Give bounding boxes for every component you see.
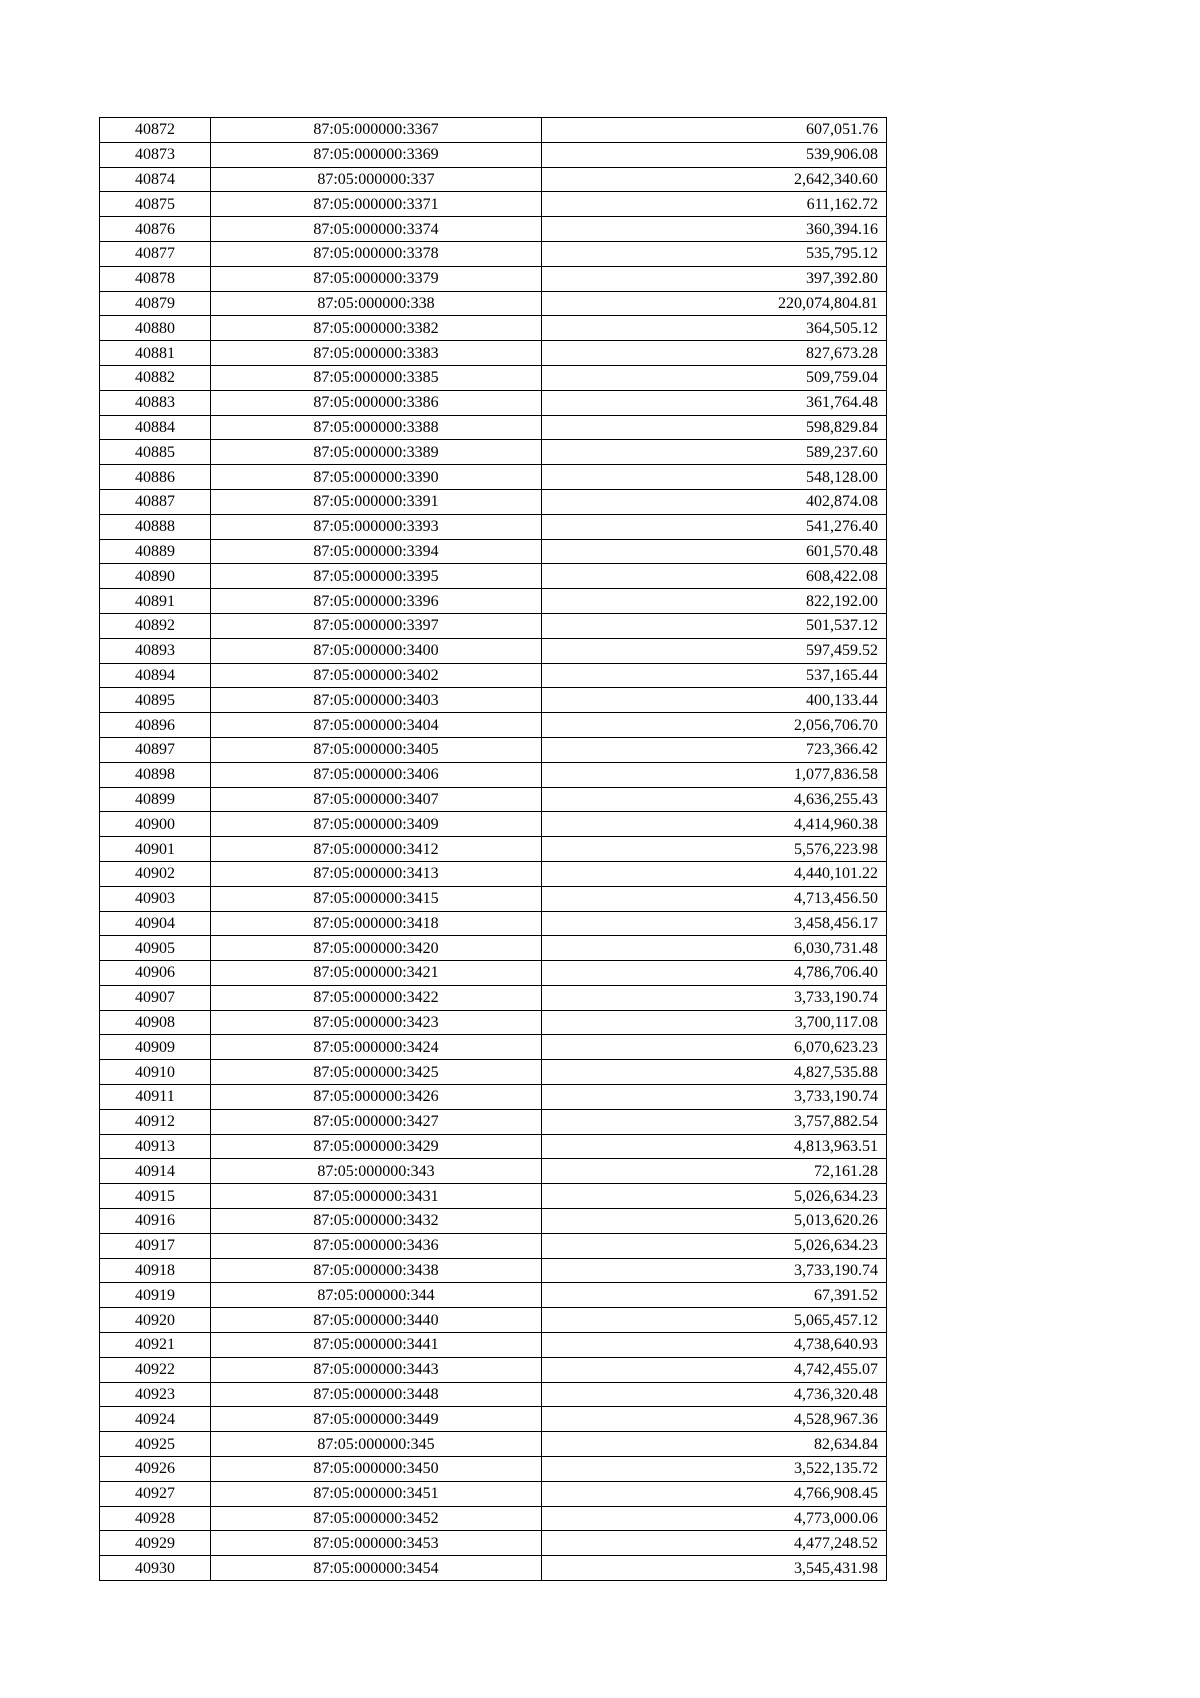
cadastral-value-cell: 6,070,623.23 (542, 1035, 887, 1060)
table-row (100, 886, 887, 911)
cadastral-value-cell: 4,742,455.07 (542, 1357, 887, 1382)
row-number-cell: 40886 (100, 465, 211, 490)
table-row (100, 737, 887, 762)
table-row (100, 539, 887, 564)
table-row (100, 316, 887, 341)
cadastral-number-cell: 87:05:000000:3440 (211, 1308, 542, 1333)
row-number-cell: 40894 (100, 663, 211, 688)
cadastral-number-cell: 87:05:000000:3383 (211, 341, 542, 366)
row-number-cell: 40920 (100, 1308, 211, 1333)
cadastral-value-cell: 3,757,882.54 (542, 1109, 887, 1134)
row-number-cell: 40884 (100, 415, 211, 440)
cadastral-value-cell: 3,700,117.08 (542, 1010, 887, 1035)
row-number-cell: 40885 (100, 440, 211, 465)
table-row (100, 1531, 887, 1556)
row-number-cell: 40903 (100, 886, 211, 911)
cadastral-number-cell: 87:05:000000:3395 (211, 564, 542, 589)
cadastral-value-cell: 4,738,640.93 (542, 1333, 887, 1358)
cadastral-number-cell: 87:05:000000:3397 (211, 613, 542, 638)
cadastral-number-cell: 87:05:000000:3429 (211, 1134, 542, 1159)
cadastral-value-cell: 601,570.48 (542, 539, 887, 564)
cadastral-value-cell: 4,528,967.36 (542, 1407, 887, 1432)
row-number-cell: 40904 (100, 911, 211, 936)
row-number-cell: 40926 (100, 1457, 211, 1482)
cadastral-value-cell: 501,537.12 (542, 613, 887, 638)
table-row (100, 1035, 887, 1060)
cadastral-number-cell: 87:05:000000:3413 (211, 861, 542, 886)
table-row (100, 217, 887, 242)
row-number-cell: 40878 (100, 266, 211, 291)
table-row (100, 564, 887, 589)
cadastral-value-cell: 3,733,190.74 (542, 1085, 887, 1110)
cadastral-value-cell: 360,394.16 (542, 217, 887, 242)
row-number-cell: 40928 (100, 1506, 211, 1531)
row-number-cell: 40877 (100, 241, 211, 266)
table-row (100, 1382, 887, 1407)
cadastral-value-cell: 67,391.52 (542, 1283, 887, 1308)
cadastral-value-cell: 72,161.28 (542, 1159, 887, 1184)
row-number-cell: 40901 (100, 837, 211, 862)
table-row (100, 936, 887, 961)
cadastral-number-cell: 87:05:000000:3432 (211, 1209, 542, 1234)
cadastral-value-cell: 400,133.44 (542, 688, 887, 713)
cadastral-value-cell: 82,634.84 (542, 1432, 887, 1457)
cadastral-number-cell: 87:05:000000:3431 (211, 1184, 542, 1209)
row-number-cell: 40882 (100, 365, 211, 390)
row-number-cell: 40905 (100, 936, 211, 961)
cadastral-number-cell: 87:05:000000:3418 (211, 911, 542, 936)
cadastral-value-cell: 402,874.08 (542, 489, 887, 514)
table-row (100, 1109, 887, 1134)
table-row (100, 688, 887, 713)
cadastral-number-cell: 87:05:000000:3391 (211, 489, 542, 514)
cadastral-number-cell: 87:05:000000:3450 (211, 1457, 542, 1482)
cadastral-number-cell: 87:05:000000:3448 (211, 1382, 542, 1407)
row-number-cell: 40923 (100, 1382, 211, 1407)
table-row (100, 638, 887, 663)
cadastral-number-cell: 87:05:000000:3367 (211, 118, 542, 143)
cadastral-value-cell: 4,477,248.52 (542, 1531, 887, 1556)
row-number-cell: 40929 (100, 1531, 211, 1556)
cadastral-value-cell: 361,764.48 (542, 390, 887, 415)
cadastral-value-cell: 535,795.12 (542, 241, 887, 266)
cadastral-number-cell: 87:05:000000:3393 (211, 514, 542, 539)
cadastral-value-table (99, 117, 887, 1581)
row-number-cell: 40914 (100, 1159, 211, 1184)
row-number-cell: 40873 (100, 142, 211, 167)
cadastral-value-cell: 4,636,255.43 (542, 787, 887, 812)
cadastral-number-cell: 87:05:000000:3412 (211, 837, 542, 862)
cadastral-value-cell: 397,392.80 (542, 266, 887, 291)
table-row (100, 192, 887, 217)
cadastral-value-cell: 3,733,190.74 (542, 985, 887, 1010)
cadastral-value-cell: 2,056,706.70 (542, 713, 887, 738)
table-row (100, 1357, 887, 1382)
cadastral-number-cell: 87:05:000000:345 (211, 1432, 542, 1457)
cadastral-number-cell: 87:05:000000:3454 (211, 1556, 542, 1581)
cadastral-number-cell: 87:05:000000:3378 (211, 241, 542, 266)
cadastral-number-cell: 87:05:000000:3425 (211, 1060, 542, 1085)
cadastral-value-cell: 4,713,456.50 (542, 886, 887, 911)
row-number-cell: 40922 (100, 1357, 211, 1382)
row-number-cell: 40883 (100, 390, 211, 415)
row-number-cell: 40893 (100, 638, 211, 663)
table-row (100, 1159, 887, 1184)
row-number-cell: 40911 (100, 1085, 211, 1110)
row-number-cell: 40875 (100, 192, 211, 217)
row-number-cell: 40915 (100, 1184, 211, 1209)
cadastral-value-cell: 1,077,836.58 (542, 762, 887, 787)
cadastral-value-cell: 598,829.84 (542, 415, 887, 440)
table-row (100, 291, 887, 316)
table-row (100, 440, 887, 465)
cadastral-value-cell: 4,786,706.40 (542, 961, 887, 986)
cadastral-value-cell: 220,074,804.81 (542, 291, 887, 316)
table-row (100, 1060, 887, 1085)
row-number-cell: 40912 (100, 1109, 211, 1134)
cadastral-number-cell: 87:05:000000:3423 (211, 1010, 542, 1035)
cadastral-number-cell: 87:05:000000:3396 (211, 589, 542, 614)
table-row (100, 1432, 887, 1457)
cadastral-value-cell: 5,013,620.26 (542, 1209, 887, 1234)
table-row (100, 787, 887, 812)
cadastral-number-cell: 87:05:000000:343 (211, 1159, 542, 1184)
table-row (100, 1333, 887, 1358)
row-number-cell: 40908 (100, 1010, 211, 1035)
row-number-cell: 40897 (100, 737, 211, 762)
cadastral-number-cell: 87:05:000000:3388 (211, 415, 542, 440)
cadastral-value-cell: 509,759.04 (542, 365, 887, 390)
cadastral-value-cell: 5,576,223.98 (542, 837, 887, 862)
cadastral-value-cell: 597,459.52 (542, 638, 887, 663)
cadastral-number-cell: 87:05:000000:3394 (211, 539, 542, 564)
table-row (100, 1184, 887, 1209)
table-row (100, 489, 887, 514)
row-number-cell: 40899 (100, 787, 211, 812)
row-number-cell: 40916 (100, 1209, 211, 1234)
row-number-cell: 40874 (100, 167, 211, 192)
row-number-cell: 40900 (100, 812, 211, 837)
row-number-cell: 40917 (100, 1233, 211, 1258)
table-row (100, 837, 887, 862)
row-number-cell: 40909 (100, 1035, 211, 1060)
table-row (100, 1085, 887, 1110)
cadastral-number-cell: 87:05:000000:3451 (211, 1481, 542, 1506)
row-number-cell: 40890 (100, 564, 211, 589)
table-row (100, 341, 887, 366)
cadastral-value-cell: 4,813,963.51 (542, 1134, 887, 1159)
table-row (100, 1481, 887, 1506)
row-number-cell: 40930 (100, 1556, 211, 1581)
cadastral-value-cell: 611,162.72 (542, 192, 887, 217)
cadastral-number-cell: 87:05:000000:3386 (211, 390, 542, 415)
table-row (100, 861, 887, 886)
cadastral-value-cell: 6,030,731.48 (542, 936, 887, 961)
table-row (100, 1556, 887, 1581)
row-number-cell: 40887 (100, 489, 211, 514)
cadastral-value-cell: 3,733,190.74 (542, 1258, 887, 1283)
cadastral-number-cell: 87:05:000000:3369 (211, 142, 542, 167)
row-number-cell: 40896 (100, 713, 211, 738)
cadastral-number-cell: 87:05:000000:3422 (211, 985, 542, 1010)
table-row (100, 1209, 887, 1234)
cadastral-value-cell: 539,906.08 (542, 142, 887, 167)
cadastral-value-cell: 364,505.12 (542, 316, 887, 341)
cadastral-number-cell: 87:05:000000:3427 (211, 1109, 542, 1134)
cadastral-value-cell: 5,026,634.23 (542, 1184, 887, 1209)
cadastral-number-cell: 87:05:000000:3424 (211, 1035, 542, 1060)
cadastral-number-cell: 87:05:000000:3405 (211, 737, 542, 762)
table-row (100, 1457, 887, 1482)
cadastral-number-cell: 87:05:000000:3449 (211, 1407, 542, 1432)
cadastral-value-cell: 3,545,431.98 (542, 1556, 887, 1581)
table-row (100, 713, 887, 738)
cadastral-value-cell: 2,642,340.60 (542, 167, 887, 192)
cadastral-number-cell: 87:05:000000:3385 (211, 365, 542, 390)
cadastral-value-cell: 4,440,101.22 (542, 861, 887, 886)
cadastral-number-cell: 87:05:000000:3420 (211, 936, 542, 961)
table-body (100, 118, 887, 1581)
table-row (100, 142, 887, 167)
cadastral-number-cell: 87:05:000000:3426 (211, 1085, 542, 1110)
table-row (100, 1258, 887, 1283)
cadastral-number-cell: 87:05:000000:3371 (211, 192, 542, 217)
cadastral-number-cell: 87:05:000000:3379 (211, 266, 542, 291)
cadastral-value-cell: 548,128.00 (542, 465, 887, 490)
cadastral-number-cell: 87:05:000000:3382 (211, 316, 542, 341)
cadastral-number-cell: 87:05:000000:344 (211, 1283, 542, 1308)
table-row (100, 1506, 887, 1531)
row-number-cell: 40889 (100, 539, 211, 564)
table-row (100, 514, 887, 539)
cadastral-number-cell: 87:05:000000:3403 (211, 688, 542, 713)
table-row (100, 663, 887, 688)
row-number-cell: 40925 (100, 1432, 211, 1457)
table-row (100, 985, 887, 1010)
cadastral-value-cell: 723,366.42 (542, 737, 887, 762)
table-row (100, 167, 887, 192)
row-number-cell: 40881 (100, 341, 211, 366)
table-row (100, 1283, 887, 1308)
row-number-cell: 40924 (100, 1407, 211, 1432)
cadastral-number-cell: 87:05:000000:3400 (211, 638, 542, 663)
row-number-cell: 40876 (100, 217, 211, 242)
cadastral-value-cell: 608,422.08 (542, 564, 887, 589)
row-number-cell: 40892 (100, 613, 211, 638)
table-row (100, 390, 887, 415)
table-row (100, 613, 887, 638)
table-row (100, 118, 887, 143)
cadastral-value-cell: 541,276.40 (542, 514, 887, 539)
cadastral-number-cell: 87:05:000000:3415 (211, 886, 542, 911)
row-number-cell: 40907 (100, 985, 211, 1010)
cadastral-number-cell: 87:05:000000:3443 (211, 1357, 542, 1382)
cadastral-value-cell: 5,026,634.23 (542, 1233, 887, 1258)
row-number-cell: 40879 (100, 291, 211, 316)
cadastral-value-cell: 827,673.28 (542, 341, 887, 366)
table-row (100, 1134, 887, 1159)
row-number-cell: 40921 (100, 1333, 211, 1358)
table-row (100, 1407, 887, 1432)
row-number-cell: 40888 (100, 514, 211, 539)
row-number-cell: 40880 (100, 316, 211, 341)
row-number-cell: 40918 (100, 1258, 211, 1283)
row-number-cell: 40898 (100, 762, 211, 787)
cadastral-number-cell: 87:05:000000:3436 (211, 1233, 542, 1258)
cadastral-number-cell: 87:05:000000:3441 (211, 1333, 542, 1358)
cadastral-value-cell: 4,414,960.38 (542, 812, 887, 837)
row-number-cell: 40906 (100, 961, 211, 986)
cadastral-value-cell: 3,458,456.17 (542, 911, 887, 936)
cadastral-value-cell: 5,065,457.12 (542, 1308, 887, 1333)
row-number-cell: 40891 (100, 589, 211, 614)
cadastral-value-cell: 3,522,135.72 (542, 1457, 887, 1482)
cadastral-value-cell: 4,773,000.06 (542, 1506, 887, 1531)
row-number-cell: 40913 (100, 1134, 211, 1159)
cadastral-value-cell: 589,237.60 (542, 440, 887, 465)
row-number-cell: 40895 (100, 688, 211, 713)
table-row (100, 1010, 887, 1035)
table-row (100, 911, 887, 936)
cadastral-number-cell: 87:05:000000:3374 (211, 217, 542, 242)
table-row (100, 812, 887, 837)
cadastral-value-cell: 607,051.76 (542, 118, 887, 143)
cadastral-value-cell: 822,192.00 (542, 589, 887, 614)
cadastral-number-cell: 87:05:000000:3409 (211, 812, 542, 837)
table-row (100, 589, 887, 614)
cadastral-value-cell: 4,827,535.88 (542, 1060, 887, 1085)
cadastral-number-cell: 87:05:000000:3438 (211, 1258, 542, 1283)
cadastral-number-cell: 87:05:000000:3404 (211, 713, 542, 738)
cadastral-number-cell: 87:05:000000:3406 (211, 762, 542, 787)
cadastral-number-cell: 87:05:000000:3407 (211, 787, 542, 812)
row-number-cell: 40910 (100, 1060, 211, 1085)
table-row (100, 1233, 887, 1258)
cadastral-value-cell: 4,736,320.48 (542, 1382, 887, 1407)
table-row (100, 961, 887, 986)
cadastral-value-cell: 537,165.44 (542, 663, 887, 688)
row-number-cell: 40872 (100, 118, 211, 143)
cadastral-number-cell: 87:05:000000:3453 (211, 1531, 542, 1556)
row-number-cell: 40902 (100, 861, 211, 886)
table-row (100, 266, 887, 291)
cadastral-number-cell: 87:05:000000:3421 (211, 961, 542, 986)
cadastral-number-cell: 87:05:000000:338 (211, 291, 542, 316)
table-row (100, 415, 887, 440)
table-row (100, 465, 887, 490)
cadastral-number-cell: 87:05:000000:3452 (211, 1506, 542, 1531)
cadastral-number-cell: 87:05:000000:3389 (211, 440, 542, 465)
cadastral-number-cell: 87:05:000000:3402 (211, 663, 542, 688)
table-row (100, 365, 887, 390)
row-number-cell: 40919 (100, 1283, 211, 1308)
row-number-cell: 40927 (100, 1481, 211, 1506)
cadastral-number-cell: 87:05:000000:337 (211, 167, 542, 192)
table-row (100, 762, 887, 787)
cadastral-number-cell: 87:05:000000:3390 (211, 465, 542, 490)
table-row (100, 1308, 887, 1333)
table-row (100, 241, 887, 266)
cadastral-value-cell: 4,766,908.45 (542, 1481, 887, 1506)
